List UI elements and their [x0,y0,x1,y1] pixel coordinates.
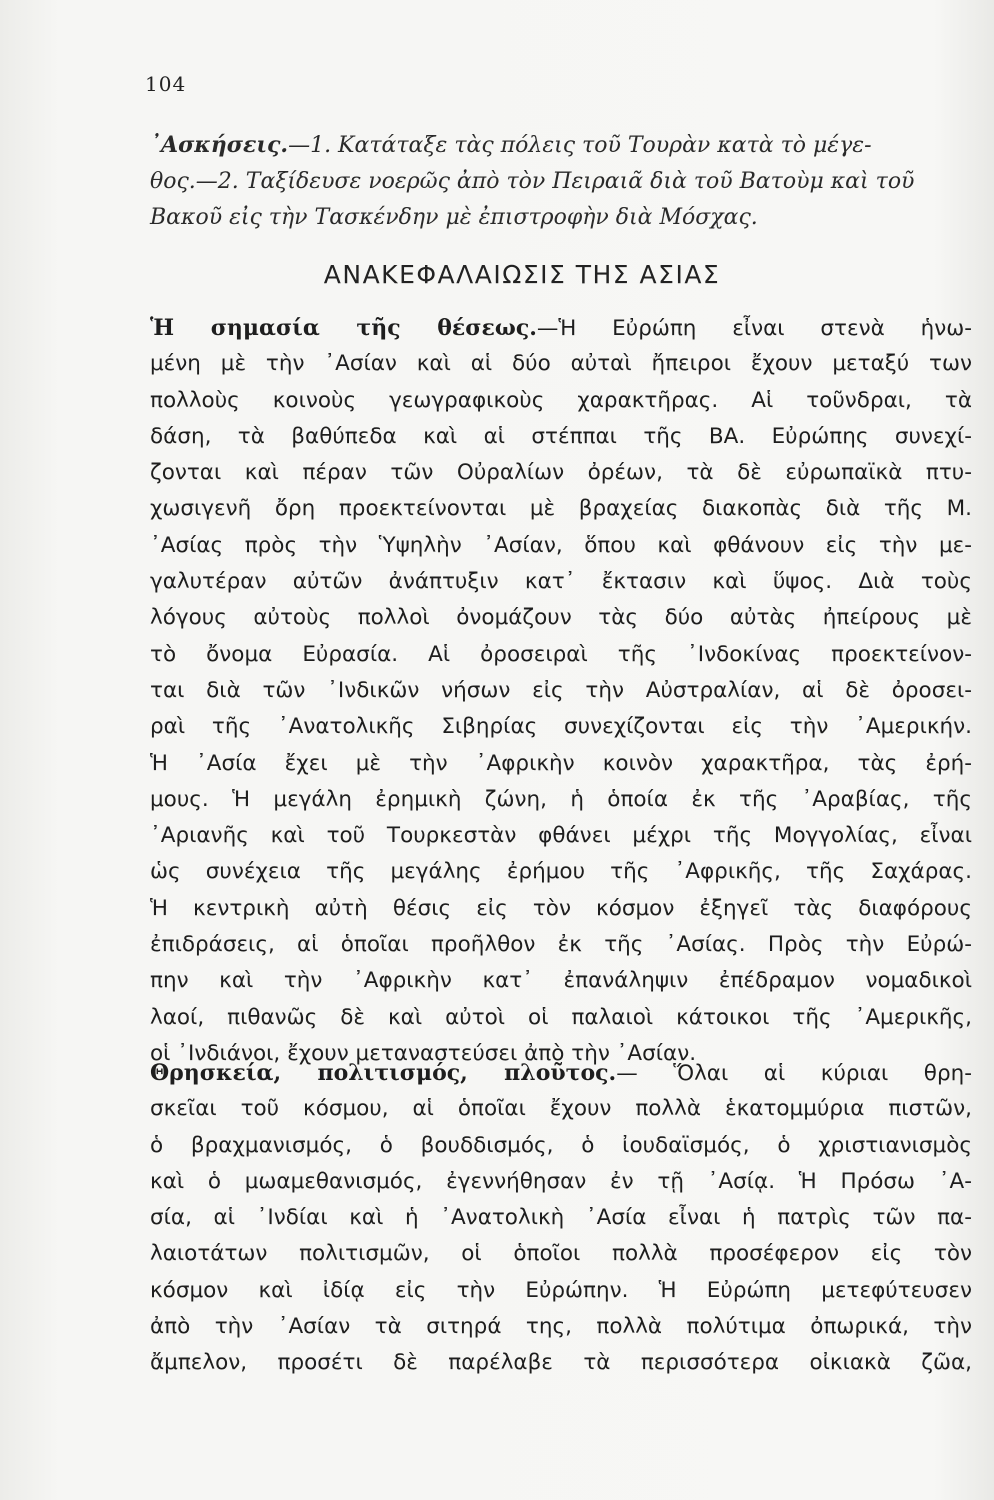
paragraph-line: ἐπιδράσεις, αἱ ὁποῖαι προῆλθον ἐκ τῆς ᾽Ασίας. Πρὸς τὴν Εὐρώ- [150,932,972,958]
paragraph-line [150,310,972,346]
paragraph-line-text: — Ὅλαι αἱ κύριαι θρη- [616,1061,972,1086]
paragraph-line-text: —Ἡ Εὐρώπη εἶναι στενὰ ἡνω- [536,316,972,341]
paragraph-line: λόγους αὐτοὺς πολλοὶ ὀνομάζουν τὰς δύο αὐτὰς ἠπείρους μὲ [150,605,972,631]
paragraph-line: χωσιγενῆ ὄρη προεκτείνονται μὲ βραχείας διακοπὰς διὰ τῆς Μ. [150,496,972,522]
exercises-line-1-text: —1. Κατάταξε τὰς πόλεις τοῦ Τουρὰν κατὰ τὸ μέγε- [288,133,872,158]
section-position-importance [150,310,972,1072]
paragraph-line: ᾽Ασίας πρὸς τὴν Ὑψηλὴν ᾽Ασίαν, ὅπου καὶ φθάνουν εἰς τὴν με- [150,532,972,558]
section-religion-civilization-wealth [150,1055,972,1382]
paragraph-line: ραὶ τῆς ᾽Ανατολικῆς Σιβηρίας συνεχίζονται εἰς τὴν ᾽Αμερικήν. [150,714,972,740]
paragraph-line: κόσμον καὶ ἰδίᾳ εἰς τὴν Εὐρώπην. Ἡ Εὐρώπη μετεφύτευσεν [150,1277,972,1303]
exercises-block [150,127,970,236]
paragraph-line: μένη μὲ τὴν ᾽Ασίαν καὶ αἱ δύο αὐταὶ ἤπειροι ἔχουν μεταξύ των [150,351,972,377]
paragraph-line [150,1055,972,1091]
paragraph-line: ᾽Αριανῆς καὶ τοῦ Τουρκεστὰν φθάνει μέχρι τῆς Μογγολίας, εἶναι [150,823,972,849]
paragraph-line: λαοί, πιθανῶς δὲ καὶ αὐτοὶ οἱ παλαιοὶ κάτοικοι τῆς ᾽Αμερικῆς, [150,1004,972,1030]
exercises-line-1 [150,127,970,164]
paragraph-line: λαιοτάτων πολιτισμῶν, οἱ ὁποῖοι πολλὰ προσέφερον εἰς τὸν [150,1241,972,1267]
paragraph-line: πην καὶ τὴν ᾽Αφρικὴν κατ᾽ ἐπανάληψιν ἐπέδραμον νομαδικοὶ [150,968,972,994]
paragraph-line: τὸ ὄνομα Εὐρασία. Αἱ ὀροσειραὶ τῆς ᾽Ινδοκίνας προεκτείνον- [150,641,972,667]
paragraph-line: σία, αἱ ᾽Ινδίαι καὶ ἡ ᾽Ανατολικὴ ᾽Ασία εἶναι ἡ πατρὶς τῶν πα- [150,1205,972,1231]
paragraph-line: μους. Ἡ μεγάλη ἐρημικὴ ζώνη, ἡ ὁποία ἐκ τῆς ᾽Αραβίας, τῆς [150,786,972,812]
paragraph-line: σκεῖαι τοῦ κόσμου, αἱ ὁποῖαι ἔχουν πολλὰ ἑκατομμύρια πιστῶν, [150,1096,972,1122]
paragraph-line: Ἡ ᾽Ασία ἔχει μὲ τὴν ᾽Αφρικὴν κοινὸν χαρακτῆρα, τὰς ἐρή- [150,750,972,776]
section-title: Θρησκεία, πολιτισμός, πλοῦτος. [150,1060,617,1086]
paragraph-line: καὶ ὁ μωαμεθανισμός, ἐγεννήθησαν ἐν τῇ ᾽Ασίᾳ. Ἡ Πρόσω ᾽Α- [150,1168,972,1194]
page-number: 104 [145,72,187,96]
paragraph-line: Ἡ κεντρικὴ αὐτὴ θέσις εἰς τὸν κόσμον ἐξηγεῖ τὰς διαφόρους [150,895,972,921]
paragraph-line: δάση, τὰ βαθύπεδα καὶ αἱ στέππαι τῆς ΒΑ. Εὐρώπης συνεχί- [150,423,972,449]
paragraph-line: οἱ ᾽Ινδιάνοι, ἔχουν μεταναστεύσει ἀπὸ τὴν ᾽Ασίαν. [150,1040,697,1066]
paragraph-line: ὡς συνέχεια τῆς μεγάλης ἐρήμου τῆς ᾽Αφρικῆς, τῆς Σαχάρας. [150,859,972,885]
section-title: Ἡ σημασία τῆς θέσεως. [150,315,537,341]
paragraph-line: πολλοὺς κοινοὺς γεωγραφικοὺς χαρακτῆρας. Αἱ τοῦνδραι, τὰ [150,387,972,413]
exercises-line-2: θος.—2. Ταξίδευσε νοερῶς ἀπὸ τὸν Πειραιᾶ διὰ τοῦ Βατοὺμ καὶ τοῦ [150,169,915,194]
paragraph-line: ζονται καὶ πέραν τῶν Οὐραλίων ὀρέων, τὰ δὲ εὐρωπαϊκὰ πτυ- [150,460,972,486]
exercises-label: ᾽Ασκήσεις. [150,132,289,158]
paragraph-line: ται διὰ τῶν ᾽Ινδικῶν νήσων εἰς τὴν Αὐστραλίαν, αἱ δὲ ὀροσει- [150,677,972,703]
paragraph-line: ἄμπελον, προσέτι δὲ παρέλαβε τὰ περισσότερα οἰκιακὰ ζῶα, [150,1350,972,1376]
paragraph-line: γαλυτέραν αὐτῶν ἀνάπτυξιν κατ᾽ ἔκτασιν καὶ ὕψος. Διὰ τοὺς [150,569,972,595]
paragraph-line: ἀπὸ τὴν ᾽Ασίαν τὰ σιτηρά της, πολλὰ πολύτιμα ὀπωρικά, τὴν [150,1314,972,1340]
exercises-line-3: Βακοῦ εἰς τὴν Τασκένδην μὲ ἐπιστροφὴν διὰ Μόσχας. [150,205,758,230]
paragraph-line: ὁ βραχμανισμός, ὁ βουδδισμός, ὁ ἰουδαϊσμός, ὁ χριστιανισμὸς [150,1132,972,1158]
section-heading: ΑΝΑΚΕΦΑΛΑΙΩΣΙΣ ΤΗΣ ΑΣΙΑΣ [323,260,721,289]
